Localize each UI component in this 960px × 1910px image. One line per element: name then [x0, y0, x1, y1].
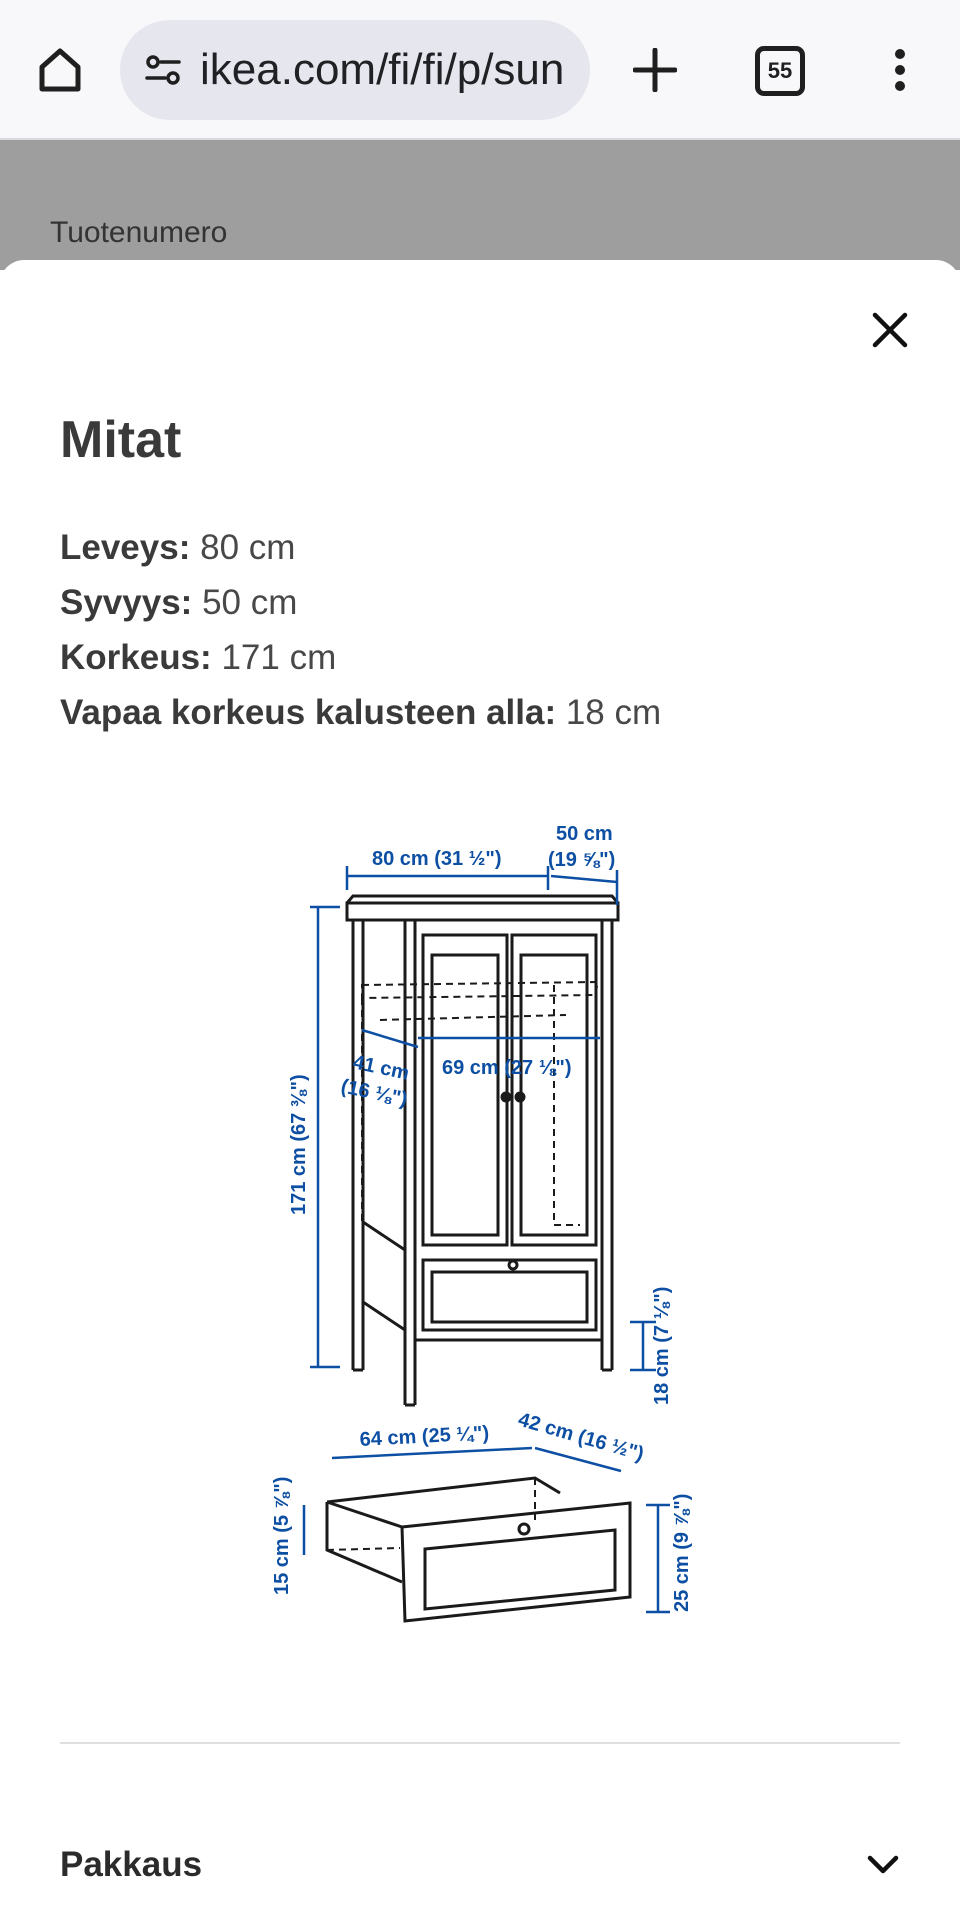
dimension-row-depth — [60, 583, 297, 623]
dimension-value: 50 cm — [202, 583, 298, 622]
tab-switcher-button[interactable] — [748, 42, 812, 100]
plus-icon — [633, 48, 677, 92]
site-settings-icon[interactable] — [140, 47, 186, 93]
chevron-down-icon — [866, 1854, 900, 1876]
dimension-row-clearance — [60, 693, 661, 733]
home-icon — [35, 45, 85, 95]
sheet-title: Mitat — [60, 411, 182, 469]
dimension-value: 80 cm — [200, 528, 296, 567]
dimension-label: Vapaa korkeus kalusteen alla: — [60, 693, 557, 732]
drawer-depth-label: 42 cm (16 ½") — [515, 1408, 647, 1466]
product-number-label: Tuotenumero — [50, 216, 228, 249]
close-button[interactable] — [866, 306, 914, 354]
drawer-height-label: 25 cm (9 ⅞") — [671, 1493, 693, 1612]
dimension-label: Syvyys: — [60, 583, 193, 622]
browser-toolbar — [0, 0, 960, 140]
drawer-width-label: 64 cm (25 ¼") — [359, 1422, 490, 1451]
depth-dimension-imperial: (19 ⅝") — [548, 849, 616, 871]
dimension-row-height — [60, 638, 336, 678]
close-icon — [872, 312, 908, 348]
dimension-label: Leveys: — [60, 528, 191, 567]
width-dimension-label: 80 cm (31 ½") — [372, 848, 502, 870]
inner-width-label: 69 cm (27 ⅛") — [442, 1057, 572, 1079]
more-vert-icon — [893, 48, 907, 92]
packaging-accordion[interactable] — [60, 1820, 900, 1910]
dimensions-sheet — [0, 260, 960, 1889]
url-text: ikea.com/fi/fi/p/sun — [200, 45, 565, 94]
section-divider — [60, 1742, 900, 1744]
page-backdrop[interactable] — [0, 140, 960, 270]
browser-menu-button[interactable] — [880, 40, 920, 100]
dimension-value: 18 cm — [565, 693, 662, 732]
drawer-inner-height-label: 15 cm (5 ⅞") — [271, 1476, 293, 1595]
dimension-label: Korkeus: — [60, 638, 212, 677]
dimension-value: 171 cm — [221, 638, 337, 677]
height-dimension-label: 171 cm (67 ⅜") — [288, 1074, 310, 1215]
dimension-diagram — [260, 800, 710, 1640]
home-button[interactable] — [30, 40, 90, 100]
inner-depth-label: 41 cm — [350, 1051, 412, 1085]
new-tab-button[interactable] — [625, 40, 685, 100]
dimension-row-width — [60, 528, 295, 568]
tab-count: 55 — [755, 46, 805, 96]
clearance-dimension-label: 18 cm (7 ⅛") — [651, 1286, 673, 1405]
inner-depth-imperial: (16 ⅛") — [338, 1075, 410, 1111]
address-bar[interactable] — [120, 20, 590, 120]
depth-dimension-label: 50 cm — [556, 823, 613, 845]
packaging-label: Pakkaus — [60, 1845, 203, 1884]
